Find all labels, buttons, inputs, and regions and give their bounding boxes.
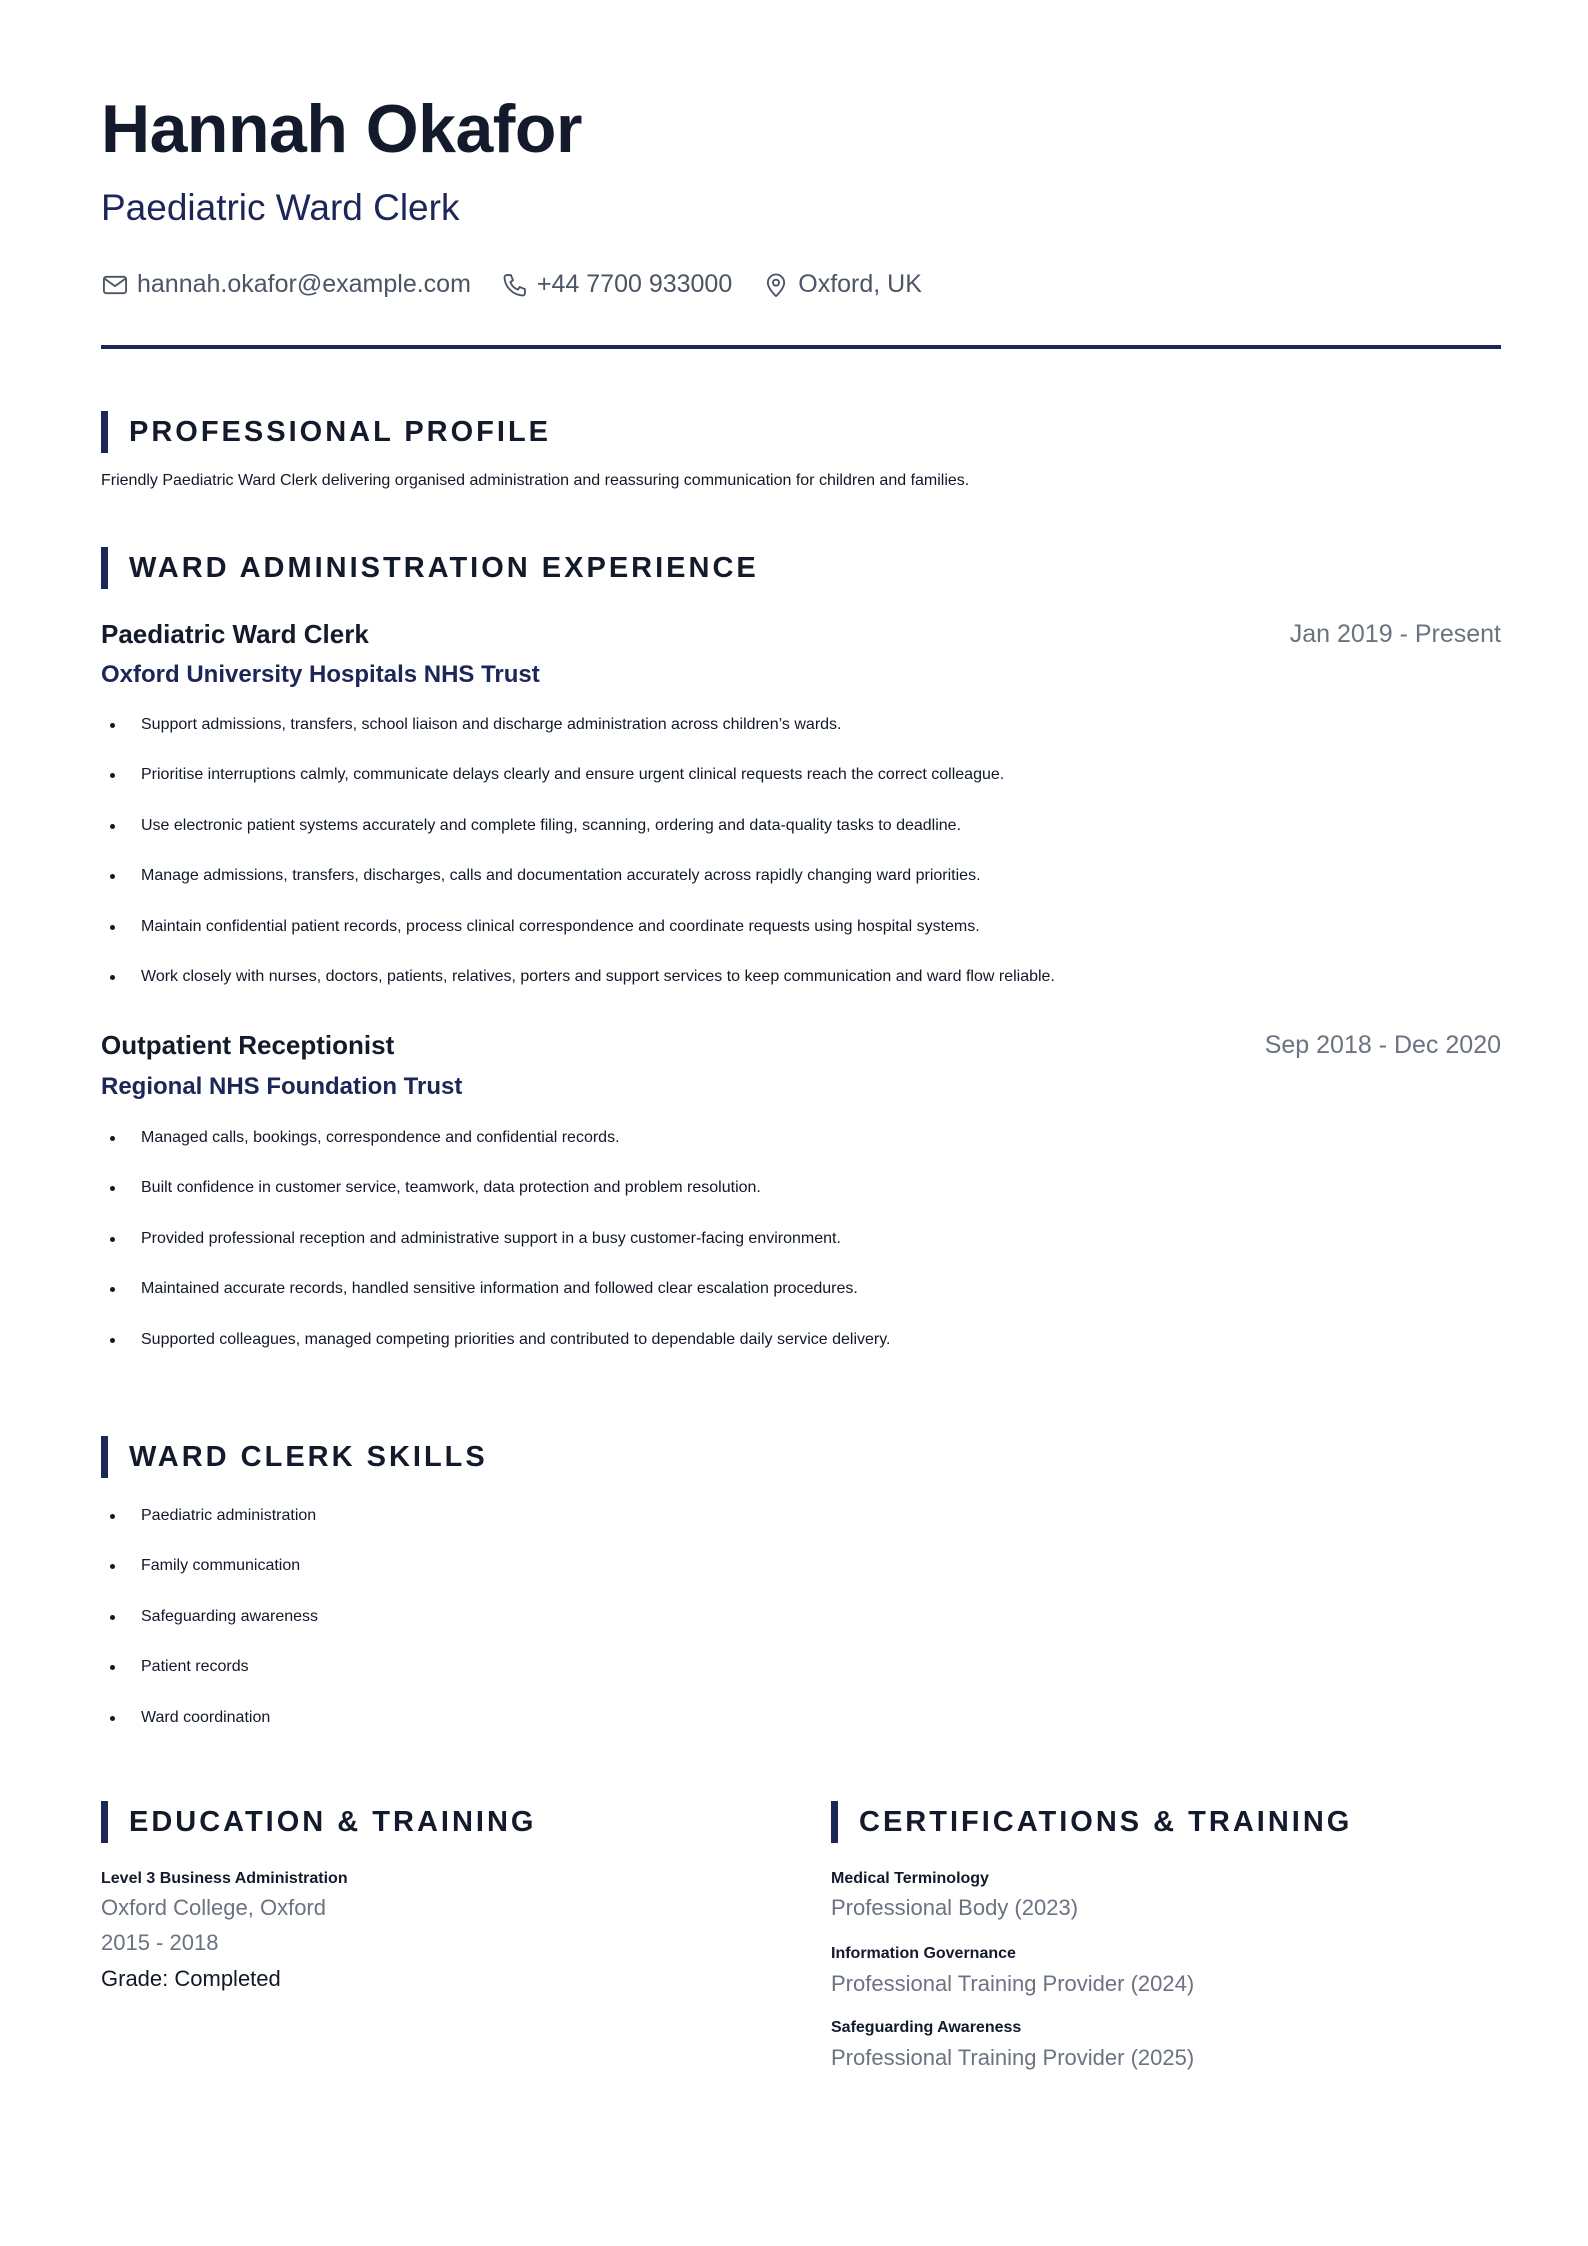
location-text: Oxford, UK: [798, 270, 922, 298]
section-accent-bar: [101, 411, 108, 453]
skill-item: Ward coordination: [101, 1707, 318, 1757]
contact-phone[interactable]: [501, 270, 732, 299]
email-text: hannah.okafor@example.com: [137, 270, 471, 298]
list-item: Use electronic patient systems accurately and complete filing, scanning, ordering and data-quality tasks to deadline.: [101, 815, 1055, 865]
job-employer: Oxford University Hospitals NHS Trust: [101, 661, 540, 688]
header-divider: [101, 345, 1501, 349]
list-item: Work closely with nurses, doctors, patients, relatives, porters and support services to keep communication and ward flow reliable.: [101, 966, 1055, 1016]
job-responsibilities: [101, 1127, 891, 1379]
list-item: Provided professional reception and administrative support in a busy customer-facing environment.: [101, 1228, 891, 1278]
education-institution: Oxford College, Oxford: [101, 1895, 326, 1920]
education-dates: 2015 - 2018: [101, 1930, 219, 1955]
section-accent-bar: [101, 547, 108, 589]
list-item: Prioritise interruptions calmly, communicate delays clearly and ensure urgent clinical requests reach the correct colleague.: [101, 764, 1055, 814]
list-item: Support admissions, transfers, school liaison and discharge administration across children’s wards.: [101, 714, 1055, 764]
list-item: Maintained accurate records, handled sensitive information and followed clear escalation procedures.: [101, 1278, 891, 1328]
section-heading-certifications: [831, 1801, 1352, 1843]
skill-item: Patient records: [101, 1656, 318, 1706]
job-title: Paediatric Ward Clerk: [101, 619, 369, 649]
contact-email[interactable]: [101, 270, 471, 299]
certification-provider: Professional Body (2023): [831, 1895, 1079, 1920]
location-pin-icon: [762, 271, 790, 299]
education-grade: Grade: Completed: [101, 1966, 281, 1991]
list-item: Maintain confidential patient records, process clinical correspondence and coordinate requests using hospital systems.: [101, 916, 1055, 966]
list-item: Managed calls, bookings, correspondence and confidential records.: [101, 1127, 891, 1177]
candidate-name: Hannah Okafor: [101, 91, 582, 167]
candidate-title: Paediatric Ward Clerk: [101, 187, 460, 228]
section-heading-profile: [101, 411, 551, 453]
certification-name: Medical Terminology: [831, 1870, 989, 1887]
job-dates: Sep 2018 - Dec 2020: [1264, 1031, 1501, 1059]
certification-provider: Professional Training Provider (2024): [831, 1971, 1195, 1996]
skill-item: Paediatric administration: [101, 1505, 318, 1555]
section-heading-skills: [101, 1436, 488, 1478]
job-responsibilities: [101, 714, 1055, 1016]
skills-list: [101, 1505, 318, 1757]
mail-icon: [101, 271, 129, 299]
contact-row: [101, 270, 952, 299]
list-item: Built confidence in customer service, teamwork, data protection and problem resolution.: [101, 1177, 891, 1227]
phone-icon: [501, 271, 529, 299]
profile-summary: Friendly Paediatric Ward Clerk delivering organised administration and reassuring communication for children and families.: [101, 472, 970, 489]
phone-text: +44 7700 933000: [536, 270, 733, 298]
contact-location: [762, 270, 922, 299]
list-item: Supported colleagues, managed competing priorities and contributed to dependable daily service delivery.: [101, 1329, 891, 1379]
list-item: Manage admissions, transfers, discharges, calls and documentation accurately across rapidly changing ward priorities.: [101, 865, 1055, 915]
skill-item: Family communication: [101, 1555, 318, 1605]
certification-name: Safeguarding Awareness: [831, 2019, 1022, 2036]
section-accent-bar: [101, 1436, 108, 1478]
job-dates: Jan 2019 - Present: [1289, 620, 1501, 648]
section-accent-bar: [101, 1801, 108, 1843]
education-qualification: Level 3 Business Administration: [101, 1870, 348, 1887]
section-title: EDUCATION & TRAINING: [129, 1805, 537, 1838]
section-heading-experience: [101, 547, 759, 589]
section-title: WARD CLERK SKILLS: [129, 1440, 488, 1473]
certification-provider: Professional Training Provider (2025): [831, 2045, 1195, 2070]
certification-name: Information Governance: [831, 1945, 1016, 1962]
section-title: CERTIFICATIONS & TRAINING: [859, 1805, 1353, 1838]
section-accent-bar: [831, 1801, 838, 1843]
job-title: Outpatient Receptionist: [101, 1030, 395, 1060]
skill-item: Safeguarding awareness: [101, 1606, 318, 1656]
section-title: PROFESSIONAL PROFILE: [129, 415, 552, 448]
job-employer: Regional NHS Foundation Trust: [101, 1073, 463, 1100]
section-heading-education: [101, 1801, 536, 1843]
section-title: WARD ADMINISTRATION EXPERIENCE: [129, 551, 759, 584]
